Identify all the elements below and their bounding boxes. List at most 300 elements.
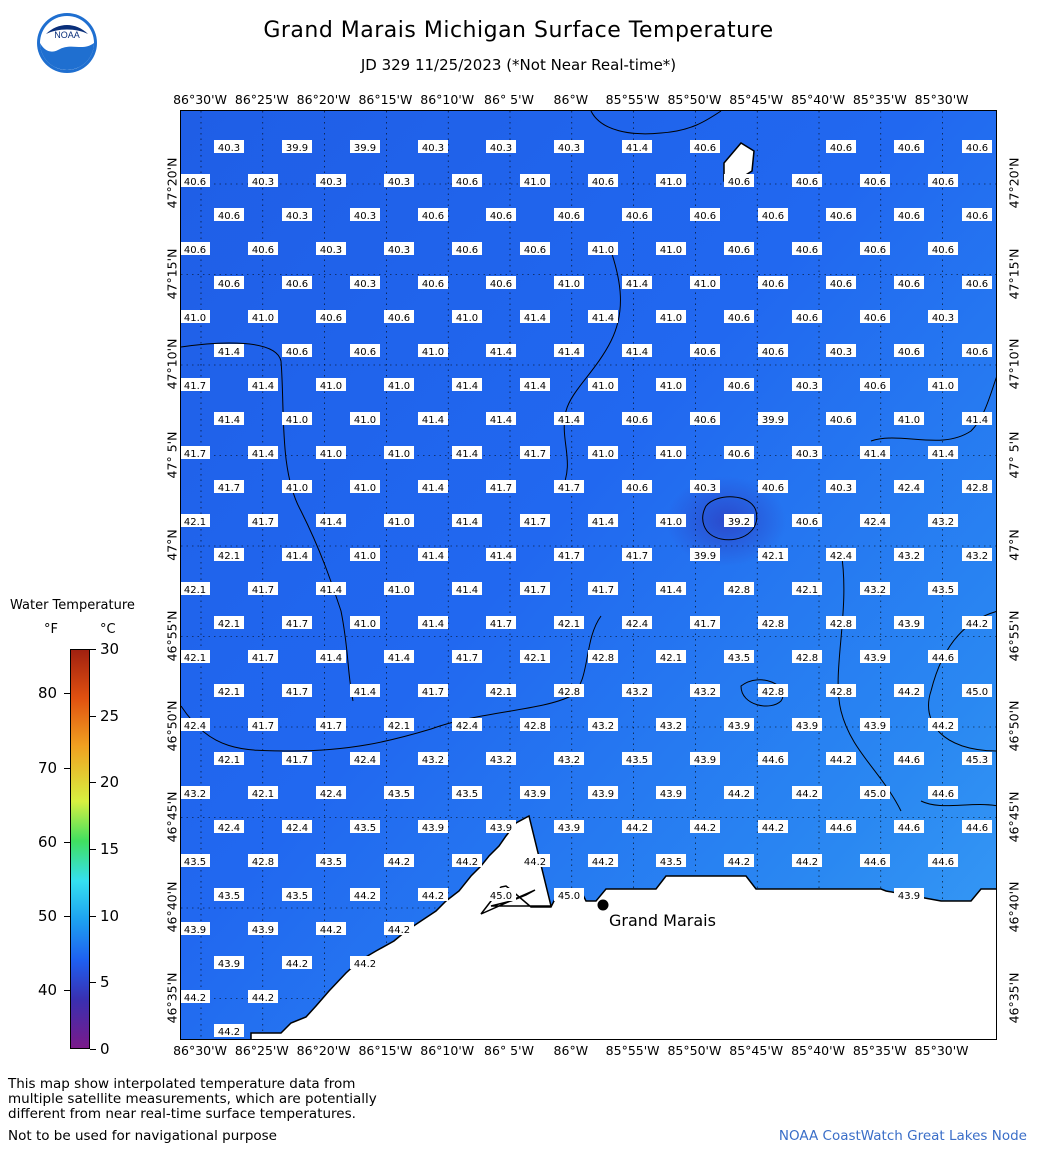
temperature-value <box>656 650 686 664</box>
legend-tick-c: 10 <box>100 906 120 925</box>
temperature-value-text: 44.6 <box>931 857 955 868</box>
temperature-value-text: 43.9 <box>863 653 887 664</box>
temperature-value-text: 41.0 <box>659 449 683 460</box>
temperature-value-text: 41.0 <box>387 517 411 528</box>
temperature-value-text: 41.0 <box>659 313 683 324</box>
longitude-label: 86°15'W <box>358 92 413 107</box>
temperature-value-text: 41.0 <box>387 449 411 460</box>
temperature-value <box>418 684 448 698</box>
temperature-value <box>248 446 278 460</box>
temperature-value <box>622 480 652 494</box>
temperature-value <box>418 344 448 358</box>
temperature-value-text: 39.9 <box>761 415 785 426</box>
temperature-value-text: 42.1 <box>489 687 513 698</box>
temperature-value <box>588 514 618 528</box>
temperature-value-text: 40.6 <box>897 347 921 358</box>
temperature-value-text: 43.2 <box>183 789 207 800</box>
latitude-label: 47°15'N <box>1006 248 1022 299</box>
temperature-value <box>214 684 244 698</box>
temperature-value <box>656 514 686 528</box>
temperature-value <box>758 344 788 358</box>
temperature-value-text: 40.6 <box>897 143 921 154</box>
legend-tickmark-f <box>64 842 70 843</box>
temperature-value <box>622 752 652 766</box>
temperature-value <box>452 786 482 800</box>
temperature-value <box>282 344 312 358</box>
temperature-value-text: 43.9 <box>659 789 683 800</box>
temperature-value <box>214 276 244 290</box>
temperature-value <box>350 684 380 698</box>
temperature-value-text: 43.9 <box>693 755 717 766</box>
temperature-value <box>214 1024 244 1038</box>
temperature-value-text: 41.4 <box>965 415 989 426</box>
temperature-value <box>928 582 958 596</box>
temperature-value-text: 43.5 <box>659 857 683 868</box>
temperature-value-text: 41.4 <box>455 585 479 596</box>
temperature-value <box>350 820 380 834</box>
temperature-value <box>962 412 992 426</box>
disclaimer-note <box>8 1077 377 1122</box>
temperature-value <box>792 854 822 868</box>
temperature-value-text: 40.6 <box>863 245 887 256</box>
temperature-value <box>622 412 652 426</box>
temperature-value-text: 41.4 <box>523 381 547 392</box>
temperature-value-text: 41.4 <box>591 313 615 324</box>
temperature-value <box>894 208 924 222</box>
temperature-value-text: 41.7 <box>319 721 343 732</box>
temperature-value <box>384 786 414 800</box>
temperature-value <box>792 786 822 800</box>
temperature-value-text: 42.4 <box>285 823 309 834</box>
temperature-value <box>452 174 482 188</box>
temperature-value <box>316 582 346 596</box>
temperature-value-text: 39.9 <box>693 551 717 562</box>
temperature-value <box>554 208 584 222</box>
legend-tickmark-c <box>90 849 96 850</box>
temperature-value <box>384 242 414 256</box>
temperature-value <box>622 344 652 358</box>
temperature-value <box>894 684 924 698</box>
temperature-value <box>690 548 720 562</box>
temperature-value <box>758 752 788 766</box>
temperature-value <box>520 582 550 596</box>
temperature-value <box>181 174 210 188</box>
temperature-value-text: 41.7 <box>285 619 309 630</box>
temperature-value <box>894 548 924 562</box>
temperature-value <box>350 140 380 154</box>
temperature-value-text: 40.6 <box>795 517 819 528</box>
temperature-value-text: 41.4 <box>625 279 649 290</box>
temperature-value <box>520 446 550 460</box>
temperature-value-text: 40.6 <box>897 279 921 290</box>
temperature-value-text: 44.2 <box>829 755 853 766</box>
legend-tick-c: 20 <box>100 773 120 792</box>
temperature-value-text: 43.9 <box>421 823 445 834</box>
latitude-label: 47°20'N <box>164 157 180 209</box>
temperature-value-text: 43.2 <box>897 551 921 562</box>
longitude-label: 86°W <box>553 1043 589 1058</box>
temperature-value <box>214 888 244 902</box>
legend-tickmark-c <box>90 982 96 983</box>
temperature-value <box>962 140 992 154</box>
temperature-value-text: 43.2 <box>659 721 683 732</box>
temperature-value <box>792 378 822 392</box>
temperature-value <box>282 276 312 290</box>
temperature-value-text: 40.6 <box>829 211 853 222</box>
longitude-label: 85°30'W <box>914 92 969 107</box>
temperature-value-text: 43.9 <box>591 789 615 800</box>
temperature-value-text: 40.6 <box>353 347 377 358</box>
temperature-value-text: 40.3 <box>319 177 343 188</box>
temperature-value-text: 41.4 <box>353 687 377 698</box>
temperature-value-text: 43.9 <box>251 925 275 936</box>
longitude-label: 85°30'W <box>914 1043 969 1058</box>
temperature-value <box>826 820 856 834</box>
temperature-value-text: 41.7 <box>489 483 513 494</box>
temperature-value-text: 41.0 <box>591 381 615 392</box>
temperature-value <box>588 786 618 800</box>
temperature-value-text: 40.3 <box>489 143 513 154</box>
temperature-value-text: 41.7 <box>557 551 581 562</box>
temperature-value <box>214 412 244 426</box>
temperature-value-text: 44.6 <box>761 755 785 766</box>
longitude-label: 86°10'W <box>420 1043 475 1058</box>
temperature-value-text: 42.1 <box>557 619 581 630</box>
temperature-value <box>860 786 890 800</box>
temperature-value-text: 42.4 <box>353 755 377 766</box>
temperature-value-text: 43.9 <box>523 789 547 800</box>
temperature-value <box>962 208 992 222</box>
longitude-label: 86°25'W <box>234 1043 289 1058</box>
temperature-value-text: 44.2 <box>285 959 309 970</box>
temperature-value-text: 43.2 <box>863 585 887 596</box>
legend-tickmark-c <box>90 716 96 717</box>
temperature-value-text: 44.2 <box>455 857 479 868</box>
temperature-value <box>894 480 924 494</box>
temperature-value <box>418 140 448 154</box>
temperature-value <box>826 548 856 562</box>
temperature-value <box>826 208 856 222</box>
temperature-value <box>860 310 890 324</box>
temperature-value-text: 40.6 <box>693 211 717 222</box>
temperature-value <box>248 378 278 392</box>
temperature-value-text: 41.0 <box>455 313 479 324</box>
temperature-value-text: 40.6 <box>693 347 717 358</box>
temperature-value-text: 41.7 <box>523 517 547 528</box>
temperature-value-text: 41.7 <box>557 483 581 494</box>
temperature-value <box>181 650 210 664</box>
temperature-value <box>181 990 210 1004</box>
disclaimer-line-1: This map show interpolated temperature data from <box>8 1076 356 1092</box>
latitude-label: 46°45'N <box>164 791 180 842</box>
temperature-value-text: 41.0 <box>591 449 615 460</box>
longitude-label: 85°35'W <box>852 92 907 107</box>
temperature-value <box>588 446 618 460</box>
legend-tickmark-f <box>64 768 70 769</box>
legend-tickmark-c <box>90 1049 96 1050</box>
temperature-value-text: 43.2 <box>965 551 989 562</box>
temperature-value <box>418 208 448 222</box>
temperature-value-text: 41.4 <box>421 483 445 494</box>
temperature-value <box>384 378 414 392</box>
temperature-value <box>622 684 652 698</box>
temperature-value-text: 40.6 <box>965 143 989 154</box>
temperature-value-text: 41.7 <box>625 551 649 562</box>
temperature-value <box>826 344 856 358</box>
temperature-value-text: 42.8 <box>761 619 785 630</box>
temperature-value-text: 41.4 <box>421 415 445 426</box>
longitude-label: 86° 5'W <box>484 1043 534 1058</box>
latitude-label: 46°50'N <box>1006 700 1022 752</box>
temperature-value <box>214 752 244 766</box>
temperature-value <box>181 922 210 936</box>
temperature-value-text: 42.8 <box>761 687 785 698</box>
temperature-value-text: 41.7 <box>183 449 207 460</box>
temperature-value-text: 41.0 <box>353 483 377 494</box>
temperature-value-text: 42.1 <box>523 653 547 664</box>
temperature-value <box>520 650 550 664</box>
temperature-value <box>962 820 992 834</box>
temperature-value-text: 40.6 <box>387 313 411 324</box>
temperature-value <box>690 480 720 494</box>
temperature-value <box>860 242 890 256</box>
temperature-value <box>928 786 958 800</box>
temperature-value-text: 42.8 <box>523 721 547 732</box>
temperature-value <box>724 514 754 528</box>
temperature-value <box>520 242 550 256</box>
temperature-value <box>792 174 822 188</box>
latitude-label: 47°15'N <box>164 248 180 299</box>
temperature-value-text: 41.0 <box>319 381 343 392</box>
temperature-value-text: 40.6 <box>829 415 853 426</box>
temperature-value <box>962 480 992 494</box>
temperature-value-text: 44.2 <box>693 823 717 834</box>
temperature-value-text: 41.4 <box>625 143 649 154</box>
temperature-value-text: 42.4 <box>625 619 649 630</box>
temperature-value <box>418 412 448 426</box>
temperature-value <box>554 752 584 766</box>
temperature-value <box>554 480 584 494</box>
temperature-value <box>724 854 754 868</box>
temperature-value-text: 42.4 <box>319 789 343 800</box>
temperature-value-text: 41.4 <box>591 517 615 528</box>
temperature-value-text: 40.6 <box>965 211 989 222</box>
disclaimer-line-3: different from near real-time surface temperatures. <box>8 1106 356 1122</box>
temperature-value <box>384 650 414 664</box>
temperature-value <box>656 378 686 392</box>
temperature-value <box>486 616 516 630</box>
temperature-value-text: 40.6 <box>285 279 309 290</box>
temperature-value <box>452 514 482 528</box>
temperature-value <box>826 480 856 494</box>
temperature-value-text: 44.2 <box>387 857 411 868</box>
navigation-warning: Not to be used for navigational purpose <box>8 1128 277 1144</box>
temperature-value <box>214 820 244 834</box>
temperature-value <box>384 582 414 596</box>
temperature-value-text: 44.2 <box>319 925 343 936</box>
temperature-value <box>554 140 584 154</box>
temperature-value-text: 41.4 <box>931 449 955 460</box>
temperature-value-text: 43.5 <box>285 891 309 902</box>
temperature-value <box>724 378 754 392</box>
temperature-value-text: 40.6 <box>863 381 887 392</box>
longitude-label: 86°10'W <box>420 92 475 107</box>
temperature-value <box>690 140 720 154</box>
temperature-value-text: 41.0 <box>319 449 343 460</box>
temperature-value-text: 41.7 <box>251 585 275 596</box>
temperature-value <box>588 718 618 732</box>
temperature-value <box>928 514 958 528</box>
temperature-value-text: 43.5 <box>727 653 751 664</box>
temperature-value-text: 40.6 <box>727 381 751 392</box>
temperature-value-text: 42.1 <box>659 653 683 664</box>
temperature-value-text: 41.4 <box>659 585 683 596</box>
temperature-value-text: 44.2 <box>625 823 649 834</box>
credit-link[interactable]: NOAA CoastWatch Great Lakes Node <box>778 1128 1027 1144</box>
temperature-value-text: 44.2 <box>965 619 989 630</box>
temperature-value-text: 41.0 <box>897 415 921 426</box>
temperature-value-text: 44.6 <box>863 857 887 868</box>
temperature-value <box>316 854 346 868</box>
temperature-value <box>214 344 244 358</box>
temperature-value-text: 44.2 <box>931 721 955 732</box>
temperature-value-text: 43.9 <box>795 721 819 732</box>
temperature-value-text: 42.8 <box>965 483 989 494</box>
temperature-value <box>282 480 312 494</box>
temperature-value <box>350 208 380 222</box>
temperature-value-text: 40.6 <box>761 211 785 222</box>
latitude-label: 46°55'N <box>1006 610 1022 661</box>
temperature-value-text: 43.2 <box>421 755 445 766</box>
temperature-value-text: 41.4 <box>455 381 479 392</box>
temperature-value <box>928 650 958 664</box>
temperature-value <box>928 446 958 460</box>
temperature-value-text: 41.0 <box>387 585 411 596</box>
temperature-value-text: 41.7 <box>591 585 615 596</box>
temperature-value-text: 44.2 <box>727 789 751 800</box>
longitude-label: 85°45'W <box>729 92 784 107</box>
grand-marais-marker <box>598 900 609 911</box>
temperature-value-text: 40.6 <box>489 279 513 290</box>
temperature-value <box>894 616 924 630</box>
temperature-value <box>554 344 584 358</box>
temperature-value <box>758 684 788 698</box>
temperature-value-text: 42.8 <box>795 653 819 664</box>
temperature-value <box>520 786 550 800</box>
temperature-value <box>248 922 278 936</box>
temperature-value <box>316 786 346 800</box>
temperature-value-text: 42.1 <box>183 585 207 596</box>
temperature-value <box>316 650 346 664</box>
temperature-value <box>384 718 414 732</box>
temperature-value <box>452 582 482 596</box>
temperature-value <box>350 616 380 630</box>
latitude-label: 46°45'N <box>1006 791 1022 842</box>
temperature-value <box>418 480 448 494</box>
temperature-value-text: 42.8 <box>829 687 853 698</box>
legend-tick-f: 50 <box>38 906 58 925</box>
temperature-value-text: 40.6 <box>965 279 989 290</box>
legend-tick-c: 30 <box>100 640 120 658</box>
temperature-value-text: 42.1 <box>795 585 819 596</box>
temperature-value <box>860 582 890 596</box>
temperature-value-text: 41.4 <box>217 347 241 358</box>
temperature-value <box>588 650 618 664</box>
temperature-value <box>894 344 924 358</box>
temperature-value-text: 40.6 <box>421 279 445 290</box>
temperature-value <box>588 310 618 324</box>
temperature-value <box>928 310 958 324</box>
temperature-value-text: 41.7 <box>251 653 275 664</box>
temperature-value <box>316 242 346 256</box>
temperature-value <box>792 310 822 324</box>
temperature-value <box>724 718 754 732</box>
temperature-value-text: 40.3 <box>421 143 445 154</box>
temperature-value <box>350 956 380 970</box>
temperature-value-text: 42.1 <box>387 721 411 732</box>
temperature-value <box>894 276 924 290</box>
temperature-value <box>452 446 482 460</box>
temperature-value <box>350 276 380 290</box>
temperature-value-text: 40.6 <box>693 415 717 426</box>
temperature-value-text: 43.5 <box>931 585 955 596</box>
temperature-value <box>350 480 380 494</box>
temperature-value-text: 40.3 <box>387 177 411 188</box>
temperature-value-text: 40.6 <box>795 177 819 188</box>
temperature-value-text: 41.4 <box>387 653 411 664</box>
temperature-value-text: 41.4 <box>863 449 887 460</box>
temperature-value <box>860 174 890 188</box>
temperature-value <box>282 820 312 834</box>
latitude-labels-left <box>162 110 182 1040</box>
temperature-value-text: 42.1 <box>183 517 207 528</box>
temperature-value <box>214 548 244 562</box>
temperature-value-text: 44.6 <box>829 823 853 834</box>
temperature-value <box>758 820 788 834</box>
temperature-value-text: 41.7 <box>251 517 275 528</box>
temperature-value <box>452 242 482 256</box>
temperature-value <box>384 310 414 324</box>
temperature-value-text: 42.1 <box>217 755 241 766</box>
temperature-value <box>690 208 720 222</box>
temperature-value-text: 40.6 <box>557 211 581 222</box>
legend-tickmark-f <box>64 693 70 694</box>
temperature-value-text: 40.6 <box>727 313 751 324</box>
disclaimer-line-2: multiple satellite measurements, which are potentially <box>8 1091 377 1107</box>
temperature-value-text: 44.2 <box>183 993 207 1004</box>
temperature-value <box>690 684 720 698</box>
temperature-value-text: 41.0 <box>659 245 683 256</box>
temperature-value-text: 41.0 <box>183 313 207 324</box>
temperature-value-text: 40.6 <box>183 245 207 256</box>
latitude-label: 46°40'N <box>1006 881 1022 933</box>
temperature-value <box>656 854 686 868</box>
temperature-value <box>384 922 414 936</box>
temperature-value-text: 45.0 <box>965 687 989 698</box>
logo-text: NOAA <box>54 30 80 40</box>
temperature-value <box>554 412 584 426</box>
temperature-value-text: 40.6 <box>217 211 241 222</box>
temperature-value-text: 43.9 <box>183 925 207 936</box>
temperature-value-text: 40.6 <box>727 449 751 460</box>
temperature-value <box>486 208 516 222</box>
temperature-value-text: 43.5 <box>455 789 479 800</box>
temperature-value-text: 40.6 <box>591 177 615 188</box>
longitude-label: 85°55'W <box>605 1043 660 1058</box>
temperature-value <box>181 514 210 528</box>
latitude-label: 47°10'N <box>164 338 180 390</box>
temperature-value-text: 41.0 <box>659 517 683 528</box>
